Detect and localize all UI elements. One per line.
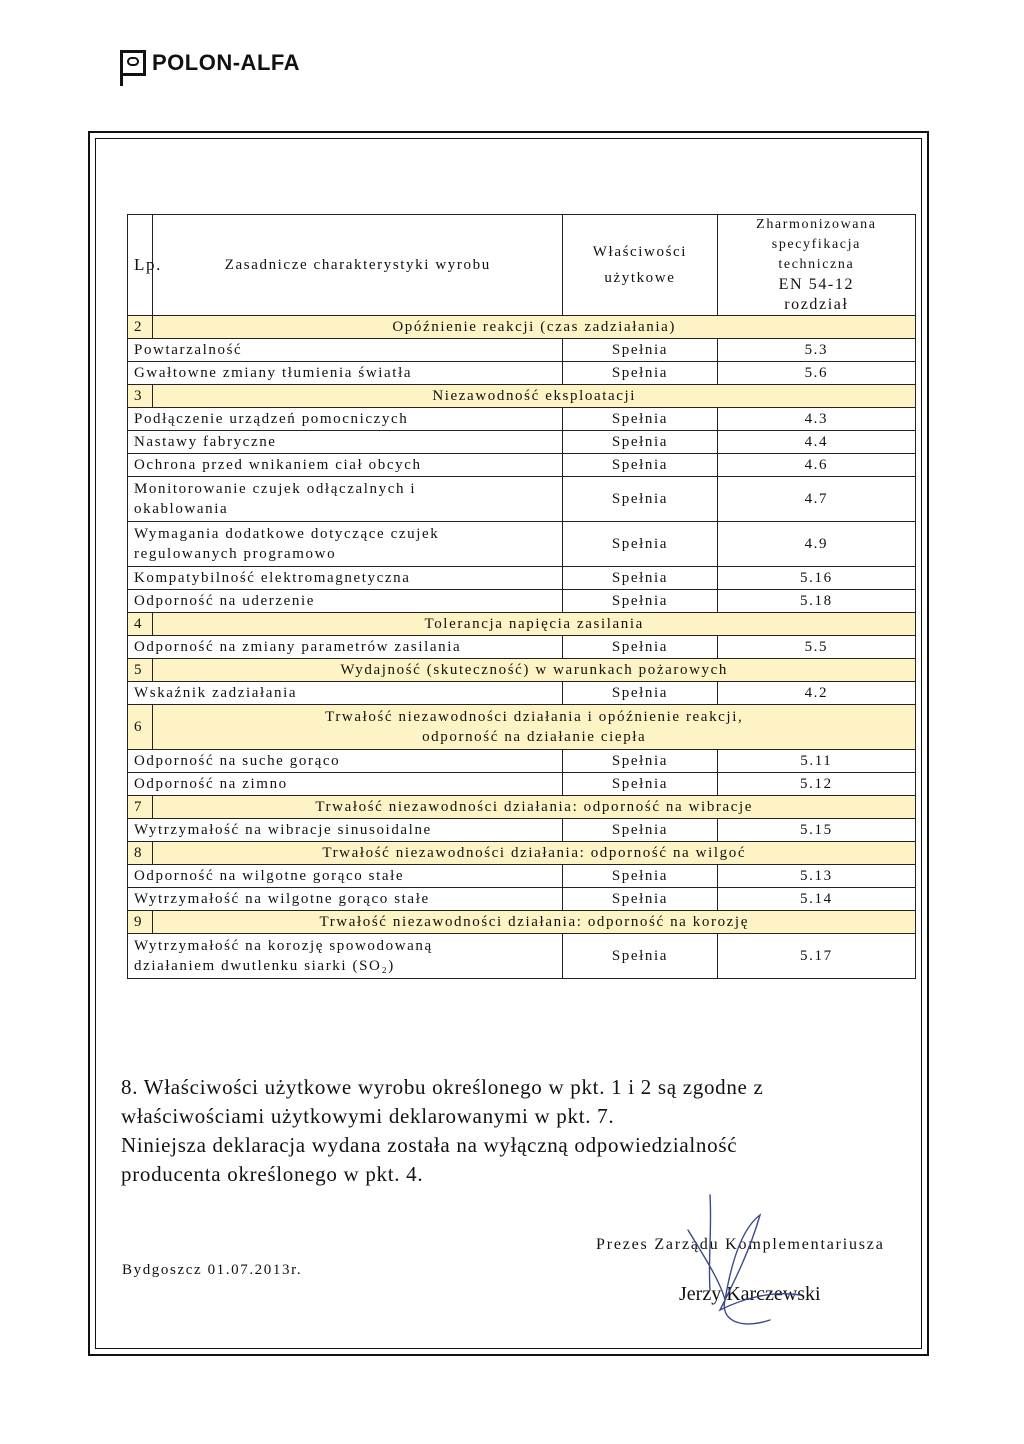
table-row [128,522,916,567]
section-title-line: Trwałość niezawodności działania: odporność na korozję [319,914,749,930]
section-header-row [128,613,916,636]
section-header-row [128,796,916,819]
signatory-name: Jerzy Karczewski [679,1283,821,1305]
header-lp: Lp. [128,215,153,316]
section-number: 2 [128,316,153,339]
characteristic-name-line: Odporność na zimno [134,776,288,792]
characteristic-name [128,819,563,842]
section-number: 5 [128,659,153,682]
section-number: 8 [128,842,153,865]
section-title [153,659,916,682]
characteristic-name-line: Odporność na uderzenie [134,593,315,609]
logo-text: POLON-ALFA [152,50,300,75]
table-row [128,636,916,659]
section-title [153,385,916,408]
table-body [128,316,916,979]
property-value: Spełnia [563,865,718,888]
spec-reference: 5.14 [717,888,915,911]
characteristic-name-line: Wytrzymałość na wilgotne gorąco stałe [134,891,430,907]
section-number: 9 [128,911,153,934]
spec-reference: 4.4 [717,431,915,454]
property-value: Spełnia [563,339,718,362]
property-value: Spełnia [563,408,718,431]
table-row [128,934,916,979]
characteristic-name-line: Odporność na wilgotne gorąco stałe [134,868,405,884]
property-value: Spełnia [563,888,718,911]
signatory-role: Prezes Zarządu Komplementariusza [596,1236,885,1253]
section-title-line: Opóźnienie reakcji (czas zadziałania) [392,319,677,335]
section-title-line: odporność na działanie ciepła [422,729,647,745]
statement-line: producenta określonego w pkt. 4. [121,1162,424,1186]
header-characteristics: Zasadnicze charakterystyki wyrobu [153,215,563,316]
characteristic-name-line: Odporność na zmiany parametrów zasilania [134,639,462,655]
property-value: Spełnia [563,477,718,522]
statement-paragraph [121,1073,861,1189]
section-number: 3 [128,385,153,408]
characteristic-name [128,477,563,522]
characteristic-name-line: Ochrona przed wnikaniem ciał obcych [134,457,422,473]
section-number: 7 [128,796,153,819]
statement-line: Niniejsza deklaracja wydana została na wyłączną odpowiedzialność [121,1133,738,1157]
section-title [153,705,916,750]
characteristic-name [128,408,563,431]
table-row [128,477,916,522]
logo-icon [120,50,146,76]
characteristic-name [128,773,563,796]
section-header-row [128,911,916,934]
spec-reference: 4.7 [717,477,915,522]
spec-reference: 5.15 [717,819,915,842]
header-spec-line: techniczna [778,257,855,272]
spec-reference: 5.18 [717,590,915,613]
section-title-line: Trwałość niezawodności działania: odporność na wibracje [315,799,754,815]
table-row [128,682,916,705]
header-spec-line: rozdział [784,296,849,313]
characteristic-name-line: Podłączenie urządzeń pomocniczych [134,411,409,427]
section-title [153,796,916,819]
characteristic-name [128,454,563,477]
spec-reference: 5.11 [717,750,915,773]
spec-reference: 4.6 [717,454,915,477]
section-header-row [128,842,916,865]
header-spec [717,215,915,316]
statement-line: właściwościami użytkowymi deklarowanymi w pkt. 7. [121,1104,615,1128]
table-header-row [128,215,916,316]
spec-reference: 4.9 [717,522,915,567]
spec-reference: 5.5 [717,636,915,659]
characteristic-name-line: okablowania [134,501,229,517]
table-row [128,888,916,911]
section-number: 4 [128,613,153,636]
section-header-row [128,385,916,408]
characteristic-name [128,636,563,659]
section-header-row [128,705,916,750]
property-value: Spełnia [563,682,718,705]
spec-reference: 5.3 [717,339,915,362]
property-value: Spełnia [563,567,718,590]
section-header-row [128,659,916,682]
characteristic-name [128,590,563,613]
spec-reference: 5.13 [717,865,915,888]
property-value: Spełnia [563,819,718,842]
section-title-line: Trwałość niezawodności działania: odporność na wilgoć [322,845,747,861]
characteristic-name-line: Wskaźnik zadziałania [134,685,298,701]
characteristic-name [128,888,563,911]
characteristic-name [128,750,563,773]
property-value: Spełnia [563,590,718,613]
section-title [153,613,916,636]
characteristic-name [128,522,563,567]
spec-reference: 5.16 [717,567,915,590]
characteristic-name [128,431,563,454]
table-row [128,362,916,385]
spec-reference: 4.2 [717,682,915,705]
property-value: Spełnia [563,454,718,477]
property-value: Spełnia [563,750,718,773]
section-header-row [128,316,916,339]
spec-reference: 4.3 [717,408,915,431]
table-row [128,567,916,590]
section-title [153,911,916,934]
section-title-line: Wydajność (skuteczność) w warunkach pożarowych [340,662,728,678]
header-spec-line: specyfikacja [771,237,861,252]
characteristic-name-line: Kompatybilność elektromagnetyczna [134,570,411,586]
property-value: Spełnia [563,773,718,796]
spec-reference: 5.17 [717,934,915,979]
table-row [128,819,916,842]
characteristic-name-line: Wymagania dodatkowe dotyczące czujek [134,526,440,542]
property-value: Spełnia [563,362,718,385]
table-row [128,590,916,613]
spec-reference: 5.12 [717,773,915,796]
table-row [128,773,916,796]
table-row [128,408,916,431]
statement-line: 8. Właściwości użytkowe wyrobu określonego w pkt. 1 i 2 są zgodne z [121,1075,764,1099]
characteristic-name-line: Wytrzymałość na wibracje sinusoidalne [134,822,432,838]
property-value: Spełnia [563,636,718,659]
spec-reference: 5.6 [717,362,915,385]
property-value: Spełnia [563,522,718,567]
section-title-line: Niezawodność eksploatacji [432,388,637,404]
place-and-date: Bydgoszcz 01.07.2013r. [122,1262,303,1278]
characteristic-name [128,362,563,385]
property-value: Spełnia [563,934,718,979]
company-logo [120,47,300,79]
characteristic-name-line: Gwałtowne zmiany tłumienia światła [134,365,413,381]
handwritten-signature [680,1190,810,1360]
header-spec-line: Zharmonizowana [756,217,877,232]
table-row [128,454,916,477]
characteristic-name-line: Nastawy fabryczne [134,434,277,450]
characteristic-name [128,339,563,362]
table-row [128,431,916,454]
header-spec-line: EN 54-12 [778,276,855,293]
characteristic-name-line: działaniem dwutlenku siarki (SO₂) [134,958,395,974]
characteristics-table [127,214,916,979]
characteristic-name-line: Odporność na suche gorąco [134,753,341,769]
characteristic-name-line: Wytrzymałość na korozję spowodowaną [134,938,433,954]
header-properties [563,215,718,316]
header-properties-line: Właściwości [592,244,688,260]
characteristic-name [128,865,563,888]
section-title [153,842,916,865]
section-title-line: Tolerancja napięcia zasilania [424,616,644,632]
table-row [128,750,916,773]
section-number: 6 [128,705,153,750]
section-title-line: Trwałość niezawodności działania i opóźnienie reakcji, [325,709,744,725]
characteristic-name-line: Powtarzalność [134,342,243,358]
characteristic-name [128,934,563,979]
header-properties-line: użytkowe [604,270,676,286]
characteristic-name-line: Monitorowanie czujek odłączalnych i [134,481,417,497]
section-title [153,316,916,339]
characteristic-name [128,567,563,590]
table-row [128,339,916,362]
property-value: Spełnia [563,431,718,454]
table-row [128,865,916,888]
characteristic-name-line: regulowanych programowo [134,546,337,562]
characteristic-name [128,682,563,705]
